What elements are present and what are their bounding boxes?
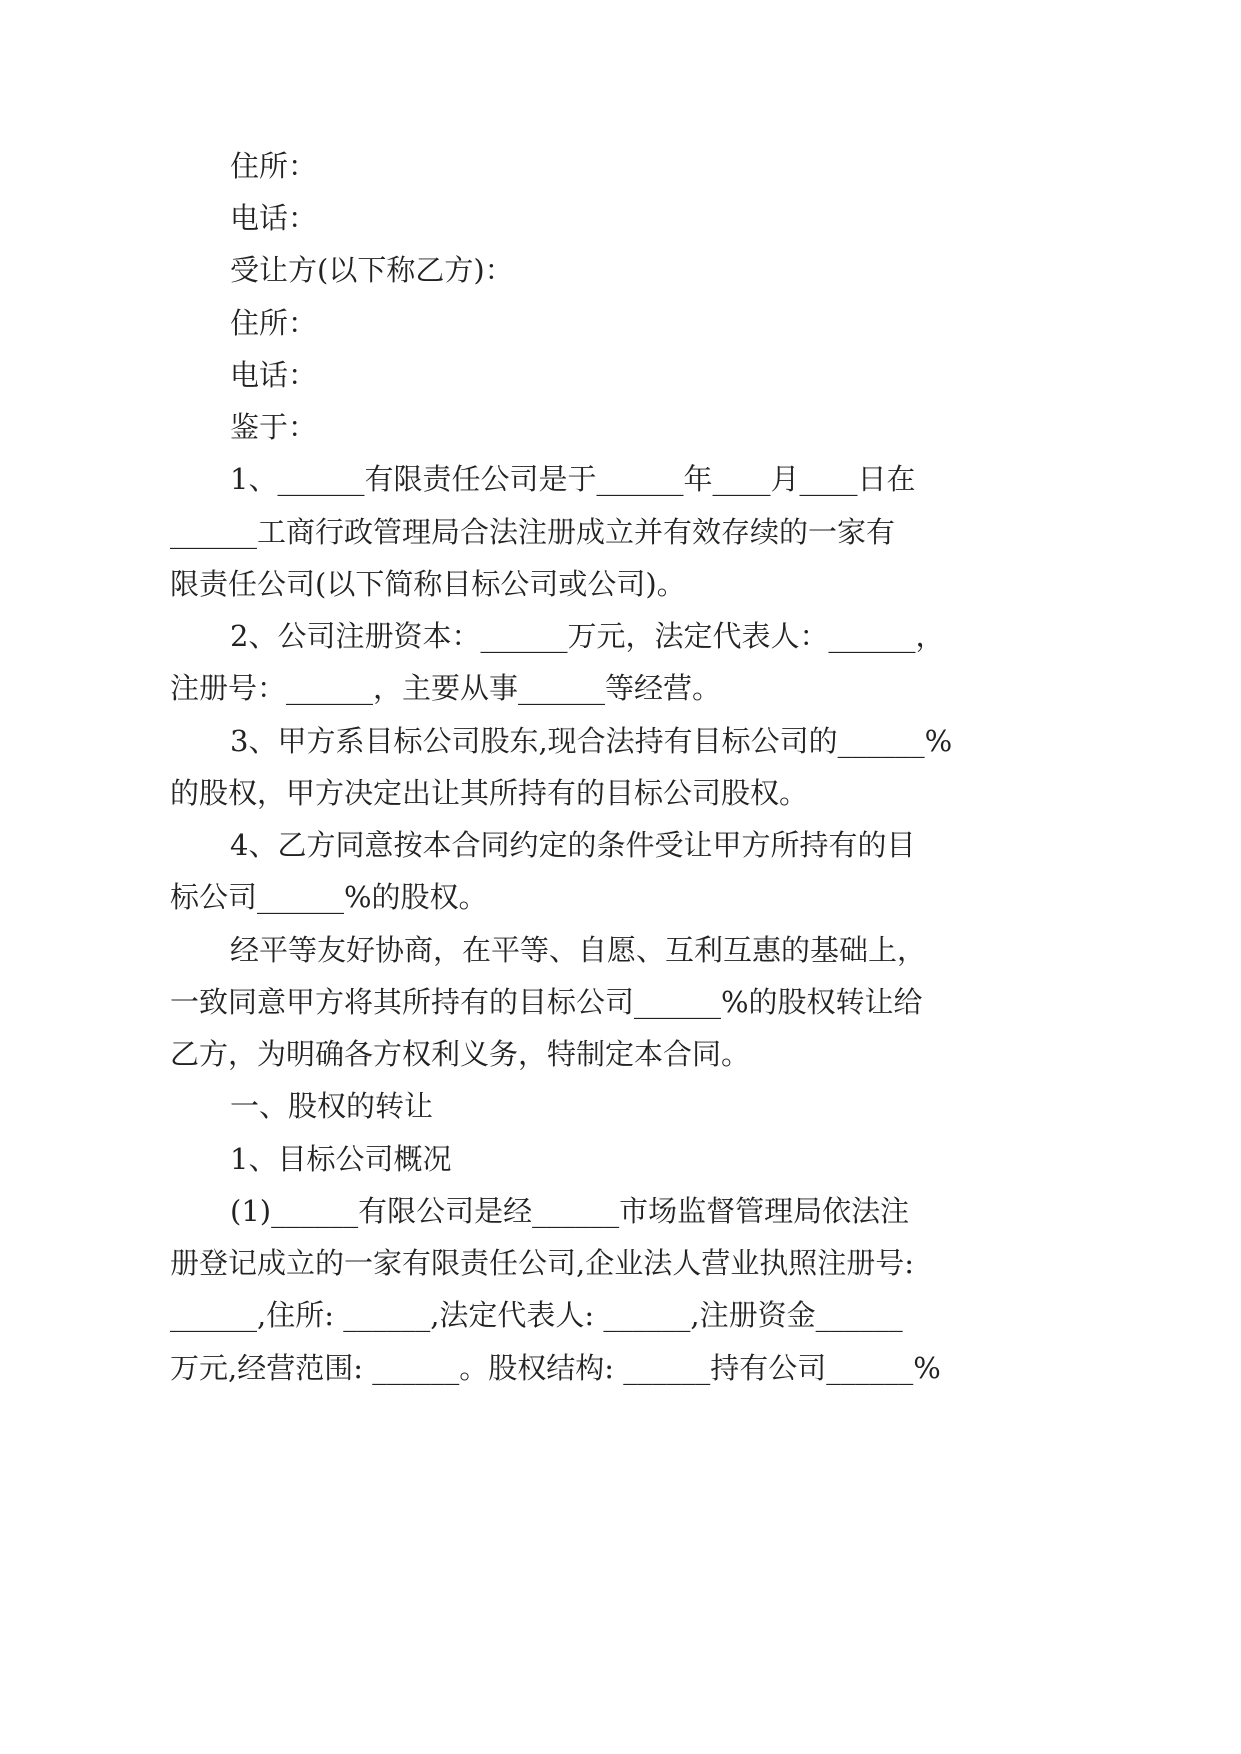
buyer-address-label: 住所： [230,306,318,340]
whereas-heading: 鉴于： [230,410,318,444]
buyer-phone-label: 电话： [230,358,318,392]
recital-4-line-1: 4、乙方同意按本合同约定的条件受让甲方所持有的目 [230,828,916,862]
clause-1-1-line-4: 万元,经营范围: ______。股权结构: ______持有公司______% [170,1351,941,1385]
recital-4-line-2: 标公司______%的股权。 [170,880,488,914]
section-1-heading: 一、股权的转让 [230,1089,434,1123]
recital-3-line-2: 的股权，甲方决定出让其所持有的目标公司股权。 [170,776,809,810]
agreement-line-1: 经平等友好协商，在平等、自愿、互利互惠的基础上， [230,933,927,967]
agreement-line-3: 乙方，为明确各方权利义务，特制定本合同。 [170,1037,751,1071]
recital-1-line-1: 1、______有限责任公司是于______年____月____日在 [230,462,916,496]
buyer-party-label: 受让方(以下称乙方)： [230,253,514,287]
seller-phone-label: 电话： [230,201,318,235]
recital-3-line-1: 3、甲方系目标公司股东,现合法持有目标公司的______% [230,724,953,758]
clause-1-1-line-1: (1)______有限公司是经______市场监督管理局依法注 [230,1194,910,1228]
recital-2-line-1: 2、公司注册资本：______万元，法定代表人：______， [230,619,945,653]
subsection-1-heading: 1、目标公司概况 [230,1142,452,1176]
recital-2-line-2: 注册号：______，主要从事______等经营。 [170,671,722,705]
recital-1-line-3: 限责任公司(以下简称目标公司或公司)。 [170,567,686,601]
clause-1-1-line-3: ______,住所: ______,法定代表人: ______,注册资金______ [170,1298,903,1332]
recital-1-line-2: ______工商行政管理局合法注册成立并有效存续的一家有 [170,515,896,549]
agreement-line-2: 一致同意甲方将其所持有的目标公司______%的股权转让给 [170,985,923,1019]
seller-address-label: 住所： [230,149,318,183]
clause-1-1-line-2: 册登记成立的一家有限责任公司,企业法人营业执照注册号: [170,1246,914,1280]
